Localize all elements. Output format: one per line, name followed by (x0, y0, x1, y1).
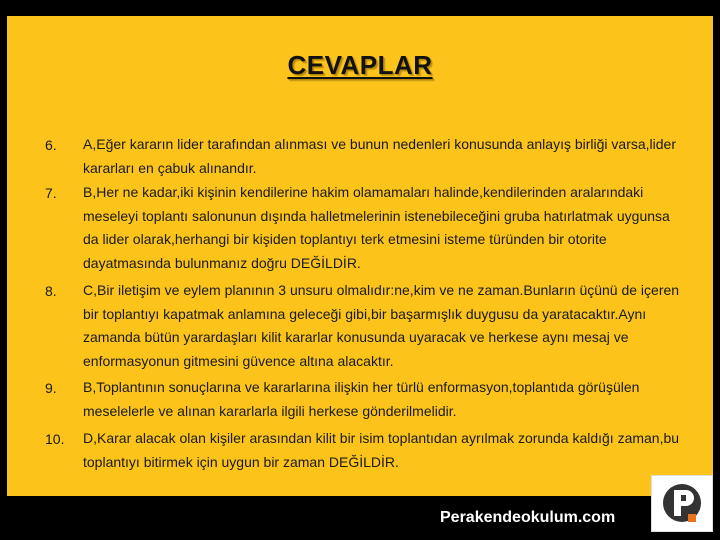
answer-number: 9. (45, 380, 57, 396)
answer-number: 6. (45, 137, 57, 153)
slide-title-text: CEVAPLAR (287, 50, 433, 80)
answer-text: A,Eğer kararın lider tarafından alınması ve bunun nedenleri konusunda anlayış birliği varsa,lider kararları en çabuk alınandır. (83, 136, 677, 176)
answer-text: B,Toplantının sonuçlarına ve kararlarına ilişkin her türlü enformasyon,toplantıda görüşülen meselelerle ve alınan kararlarla ilgili herkese gönderilmelidir. (83, 379, 640, 419)
answer-number: 8. (45, 283, 57, 299)
answer-text: C,Bir iletişim ve eylem planının 3 unsuru olmalıdır:ne,kim ve ne zaman.Bunların üçünü de içeren bir toplantıyı kapatmak anlamına geleceği gibi,bir başarmışlık duygusu da yaratacaktır.Aynı zamanda bütün yarardaşları kilit kararlar konusunda uyaracak ve herkese aynı mesaj ve enformasyonun gitmesini güvence altına alacaktır. (83, 282, 680, 369)
slide-title (0, 50, 720, 81)
footer-brand: Perakendeokulum.com (440, 509, 616, 526)
answer-text: D,Karar alacak olan kişiler arasından kilit bir isim toplantıdan ayrılmak zorunda kaldığı zaman,bu toplantıyı bitirmek için uygun bir zaman DEĞİLDİR. (83, 430, 680, 470)
answer-number: 10. (45, 431, 65, 447)
answer-text: B,Her ne kadar,iki kişinin kendilerine hakim olamamaları halinde,kendilerinden aralarındaki meseleyi toplantı salonunun dışında halletmelerinin istenebileceğini gruba hatırlatmak uygunsa da lider olarak,herhangi bir kişiden toplantıyı terk etmesini isteme türünden bir otorite dayatmasında bulunmanız doğru DEĞİLDİR. (83, 184, 670, 271)
answer-number: 7. (45, 185, 57, 201)
p-logo-icon (651, 475, 713, 532)
